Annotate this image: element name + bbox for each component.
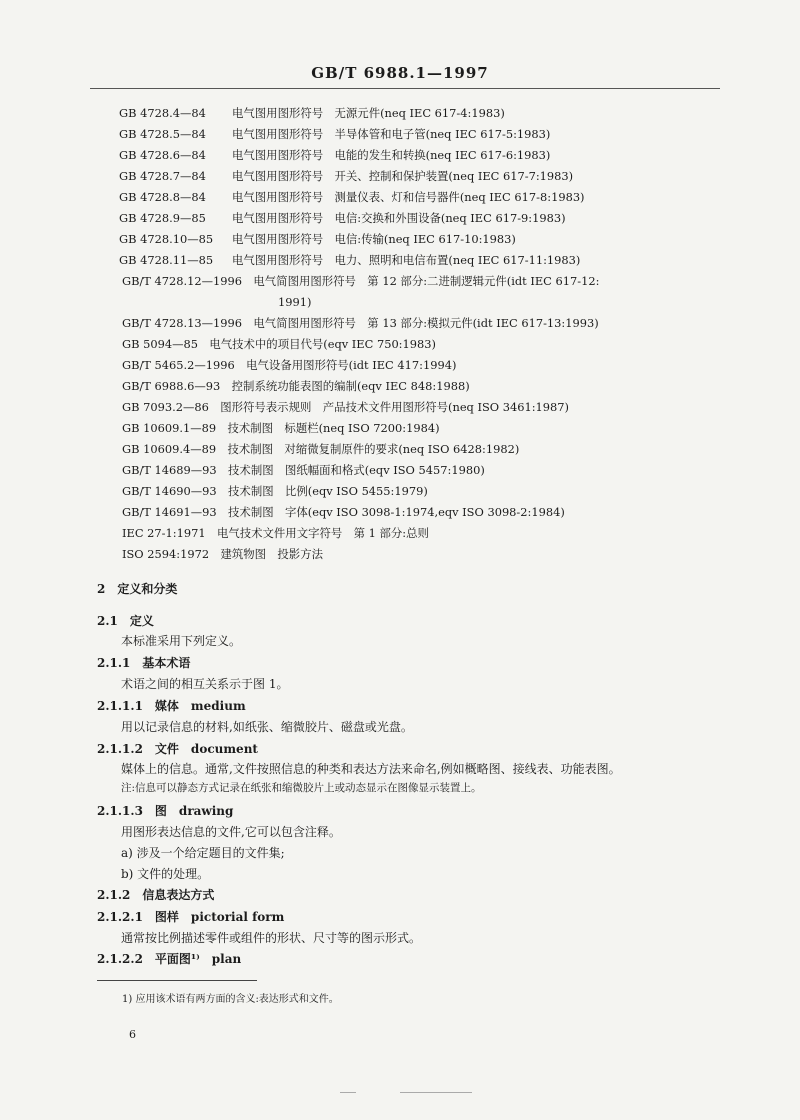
- scan-artifact: [400, 1092, 472, 1093]
- reference-title: ISO 2594:1972 建筑物图 投影方法: [122, 547, 323, 561]
- reference-title: GB/T 14690—93 技术制图 比例(eqv ISO 5455:1979): [122, 484, 428, 498]
- heading-text: 2.1.1.1 媒体 medium: [97, 699, 246, 713]
- reference-item: [0, 481, 800, 502]
- reference-item: [0, 271, 800, 292]
- scan-artifact: [340, 1092, 356, 1093]
- reference-title: 电气图用图形符号 无源元件(neq IEC 617-4:1983): [232, 106, 505, 120]
- reference-list: [0, 103, 800, 586]
- paragraph-text: 通常按比例描述零件或组件的形状、尺寸等的图示形式。: [121, 931, 422, 945]
- reference-item: [0, 145, 800, 166]
- reference-title: 电气图用图形符号 电能的发生和转换(neq IEC 617-6:1983): [232, 148, 551, 162]
- reference-code: GB 4728.7—84: [119, 169, 206, 183]
- paragraph-text: 用以记录信息的材料,如纸张、缩微胶片、磁盘或光盘。: [121, 720, 413, 734]
- heading-text: 2.1 定义: [97, 614, 154, 628]
- reference-title: GB 10609.4—89 技术制图 对缩微复制原件的要求(neq ISO 6428:1982): [122, 442, 520, 456]
- reference-title: 电气图用图形符号 电力、照明和电信布置(neq IEC 617-11:1983): [232, 253, 581, 267]
- reference-title: 电气图用图形符号 测量仪表、灯和信号器件(neq IEC 617-8:1983): [232, 190, 585, 204]
- reference-item: [0, 208, 800, 229]
- footnote: 1) 应用该术语有两方面的含义:表达形式和文件。: [122, 994, 339, 1005]
- paragraph-text: 术语之间的相互关系示于图 1。: [121, 677, 289, 691]
- heading-text: 2.1.1 基本术语: [97, 656, 191, 670]
- reference-title: GB/T 14689—93 技术制图 图纸幅面和格式(eqv ISO 5457:1980): [122, 463, 485, 477]
- reference-title: 1991): [278, 295, 312, 309]
- reference-item: [0, 502, 800, 523]
- heading-text: 2.1.2 信息表达方式: [97, 888, 215, 902]
- reference-title: GB/T 14691—93 技术制图 字体(eqv ISO 3098-1:1974,eqv ISO 3098-2:1984): [122, 505, 565, 519]
- reference-title: 电气图用图形符号 电信:交换和外围设备(neq IEC 617-9:1983): [232, 211, 566, 225]
- reference-code: GB 4728.4—84: [119, 106, 206, 120]
- reference-item: [0, 187, 800, 208]
- heading-text: 2.1.1.2 文件 document: [97, 742, 258, 756]
- reference-code: GB 4728.10—85: [119, 232, 214, 246]
- reference-title: GB/T 4728.13—1996 电气简图用图形符号 第 13 部分:模拟元件(idt IEC 617-13:1993): [122, 316, 599, 330]
- reference-item: [0, 229, 800, 250]
- list-item-text: b) 文件的处理。: [121, 867, 210, 881]
- heading-text: 2.1.1.3 图 drawing: [97, 804, 234, 818]
- reference-title: IEC 27-1:1971 电气技术文件用文字符号 第 1 部分:总则: [122, 526, 429, 540]
- reference-item: [0, 460, 800, 481]
- reference-code: GB 4728.9—85: [119, 211, 206, 225]
- heading-text: 2.1.2.1 图样 pictorial form: [97, 910, 285, 924]
- reference-item: [0, 397, 800, 418]
- reference-item: [0, 166, 800, 187]
- reference-item: [0, 103, 800, 124]
- reference-item: [0, 124, 800, 145]
- reference-item: [0, 334, 800, 355]
- header-rule: [90, 88, 720, 89]
- section-title: 2 定义和分类: [97, 582, 178, 596]
- note-text: 注:信息可以静态方式记录在纸张和缩微胶片上或动态显示在图像显示装置上。: [121, 782, 482, 794]
- reference-code: GB 4728.8—84: [119, 190, 206, 204]
- heading-text: 2.1.2.2 平面图¹⁾ plan: [97, 952, 242, 966]
- list-item-text: a) 涉及一个给定题目的文件集;: [121, 846, 285, 860]
- reference-item: [0, 313, 800, 334]
- reference-title: 电气图用图形符号 电信:传输(neq IEC 617-10:1983): [232, 232, 516, 246]
- reference-code: GB 4728.11—85: [119, 253, 214, 267]
- reference-title: GB 5094—85 电气技术中的项目代号(eqv IEC 750:1983): [122, 337, 436, 351]
- reference-title: 电气图用图形符号 半导体管和电子管(neq IEC 617-5:1983): [232, 127, 551, 141]
- reference-item: [0, 523, 800, 544]
- reference-title: GB/T 6988.6—93 控制系统功能表图的编制(eqv IEC 848:1988): [122, 379, 470, 393]
- paragraph-text: 本标准采用下列定义。: [121, 634, 242, 648]
- reference-item: [0, 439, 800, 460]
- reference-code: GB 4728.5—84: [119, 127, 206, 141]
- reference-title: GB 10609.1—89 技术制图 标题栏(neq ISO 7200:1984): [122, 421, 440, 435]
- page-number: 6: [129, 1028, 136, 1041]
- reference-title: GB/T 5465.2—1996 电气设备用图形符号(idt IEC 417:1994): [122, 358, 457, 372]
- page-header: GB/T 6988.1—1997: [311, 64, 489, 82]
- reference-code: GB 4728.6—84: [119, 148, 206, 162]
- reference-item: [0, 355, 800, 376]
- reference-title: GB 7093.2—86 图形符号表示规则 产品技术文件用图形符号(neq ISO 3461:1987): [122, 400, 569, 414]
- reference-title: 电气图用图形符号 开关、控制和保护装置(neq IEC 617-7:1983): [232, 169, 574, 183]
- reference-item: [0, 418, 800, 439]
- reference-item: [0, 250, 800, 271]
- reference-item-continuation: [0, 292, 800, 313]
- reference-title: GB/T 4728.12—1996 电气简图用图形符号 第 12 部分:二进制逻辑元件(idt IEC 617-12:: [122, 274, 600, 288]
- reference-item: [0, 544, 800, 565]
- footnote-rule: [97, 980, 257, 981]
- paragraph-text: 用图形表达信息的文件,它可以包含注释。: [121, 825, 341, 839]
- reference-item: [0, 376, 800, 397]
- paragraph-text: 媒体上的信息。通常,文件按照信息的种类和表达方法来命名,例如概略图、接线表、功能表图。: [121, 762, 621, 776]
